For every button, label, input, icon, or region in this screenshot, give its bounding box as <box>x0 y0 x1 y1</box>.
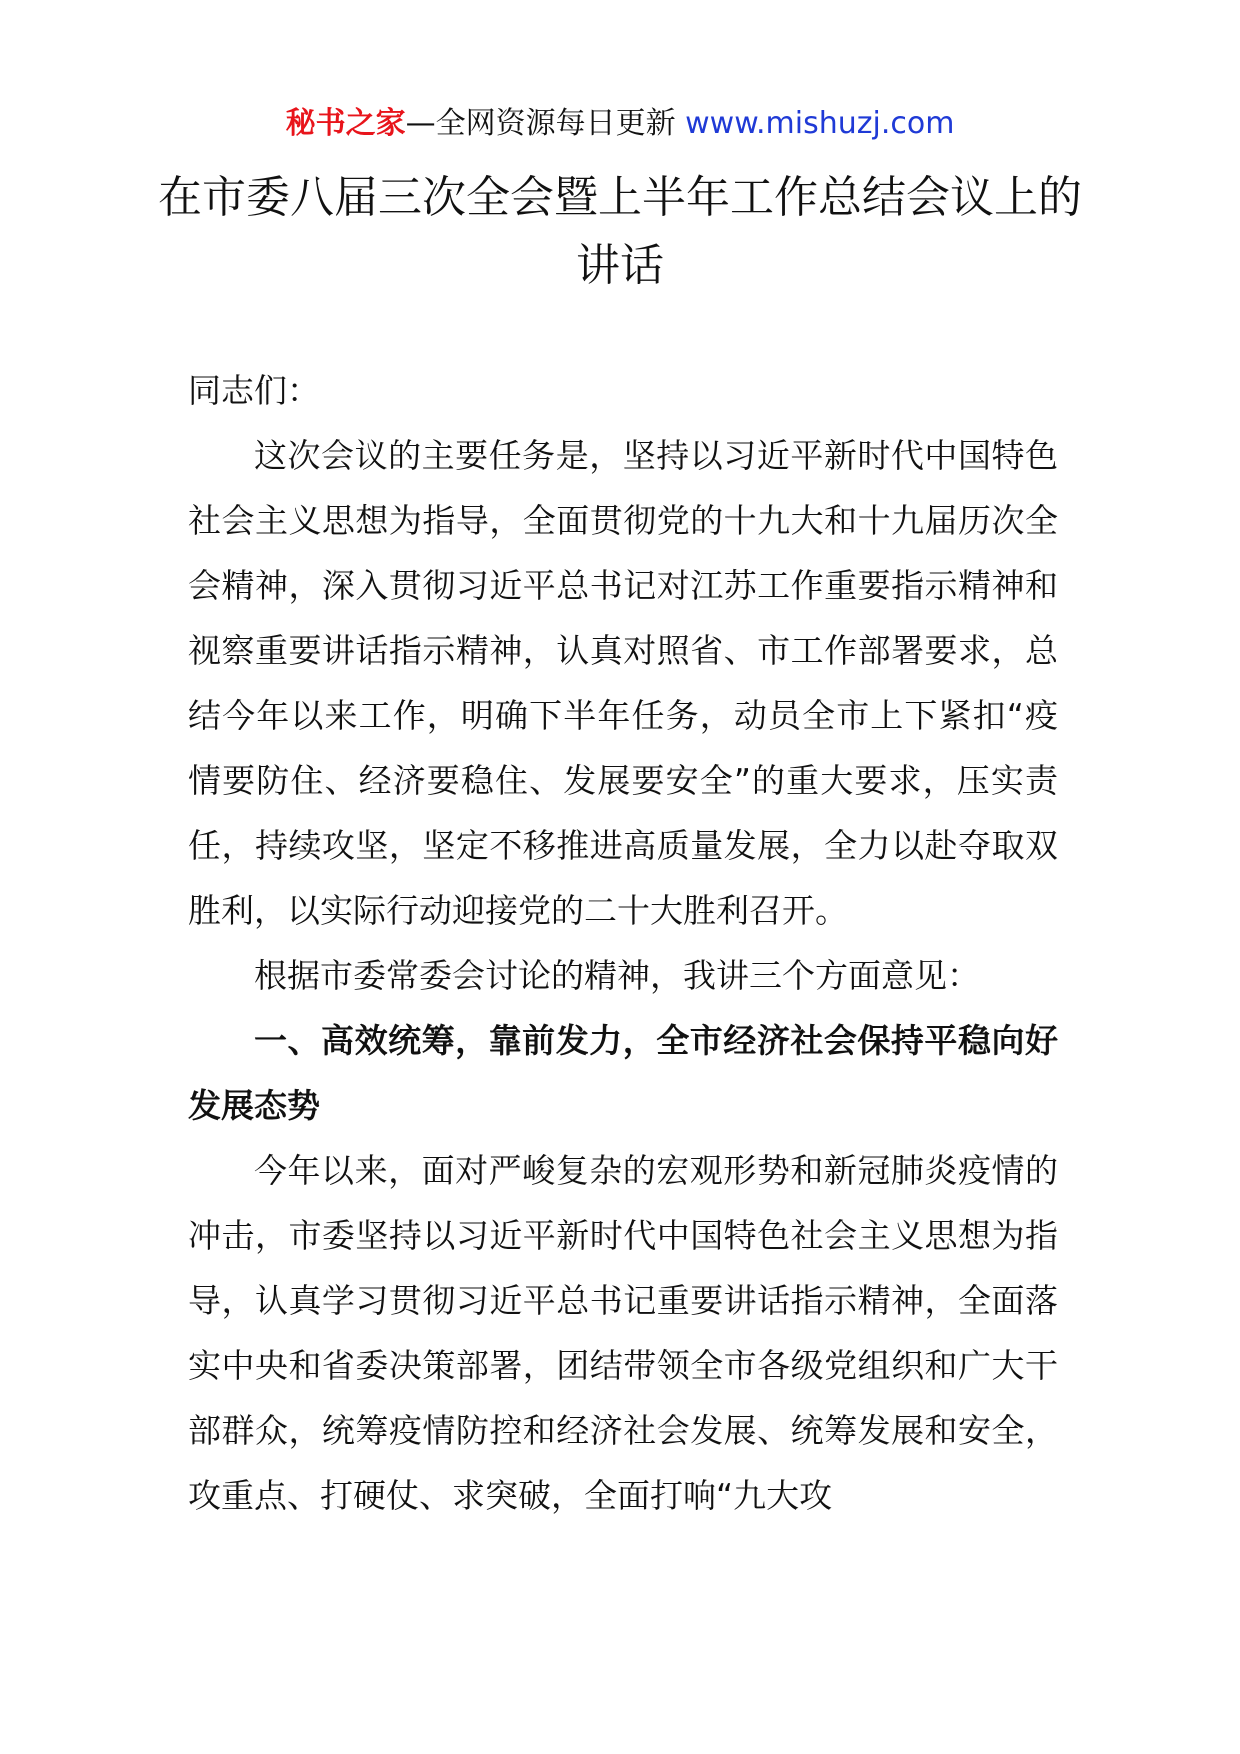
paragraph-section-1: 今年以来，面对严峻复杂的宏观形势和新冠肺炎疫情的冲击，市委坚持以习近平新时代中国特色社会主义思想为指导，认真学习贯彻习近平总书记重要讲话指示精神，全面落实中央和省委决策部署，团结带领全市各级党组织和广大干部群众，统筹疫情防控和经济社会发展、统筹发展和安全，攻重点、打硬仗、求突破，全面打响“九大攻 <box>188 1151 1058 1515</box>
site-header <box>0 100 1240 148</box>
document-body <box>188 358 1058 1528</box>
site-url-link[interactable]: www.mishuzj.com <box>685 106 955 141</box>
document-title: 在市委八届三次全会暨上半年工作总结会议上的讲话 <box>158 172 1082 291</box>
section-heading-1: 一、高效统筹，靠前发力，全市经济社会保持平稳向好发展态势 <box>188 1021 1058 1125</box>
paragraph-intro: 这次会议的主要任务是，坚持以习近平新时代中国特色社会主义思想为指导，全面贯彻党的十九大和十九届历次全会精神，深入贯彻习近平总书记对江苏工作重要指示精神和视察重要讲话指示精神，认真对照省、市工作部署要求，总结今年以来工作，明确下半年任务，动员全市上下紧扣“疫情要防住、经济要稳住、发展要安全”的重大要求，压实责任，持续攻坚，坚定不移推进高质量发展，全力以赴夺取双胜利，以实际行动迎接党的二十大胜利召开。 <box>188 436 1058 930</box>
site-brand[interactable]: 秘书之家 <box>285 106 406 141</box>
site-tagline: —全网资源每日更新 <box>405 106 686 141</box>
paragraph-outline: 根据市委常委会讨论的精神，我讲三个方面意见： <box>254 956 980 995</box>
salutation: 同志们： <box>188 371 320 410</box>
